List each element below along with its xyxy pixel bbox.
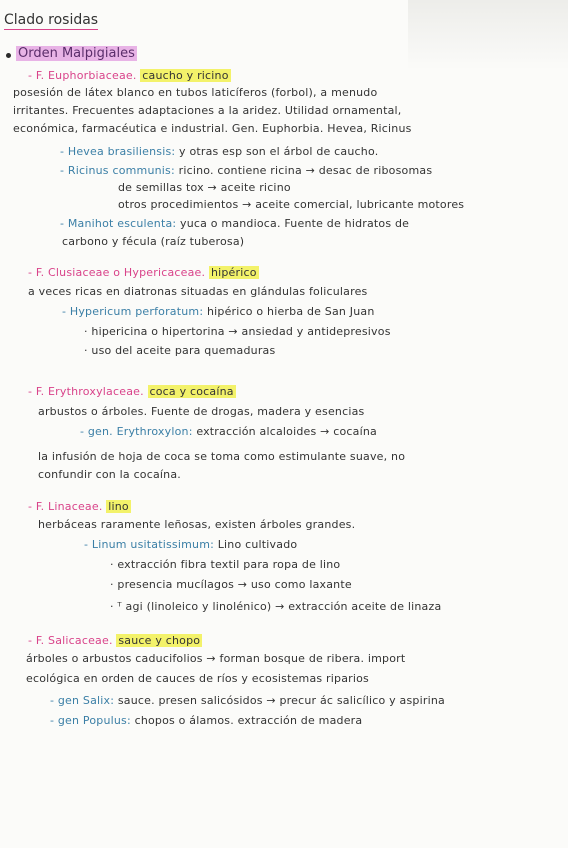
- show-through-text: [408, 0, 568, 70]
- euphorbiaceae-heading: [28, 69, 231, 83]
- populus-line: [50, 714, 362, 728]
- text-line: ecológica en orden de cauces de ríos y ecosistemas riparios: [26, 672, 369, 685]
- text-line: económica, farmacéutica e industrial. Gen. Euphorbia. Hevea, Ricinus: [13, 122, 412, 135]
- species-text: sauce. presen salicósidos → precur ác salicílico y aspirina: [117, 694, 445, 707]
- species-text: y otras esp son el árbol de caucho.: [179, 145, 379, 158]
- species-name: - Linum usitatissimum:: [84, 538, 215, 551]
- text-line: confundir con la cocaína.: [38, 468, 181, 481]
- text-line: · ᵀ agi (linoleico y linolénico) → extracción aceite de linaza: [110, 600, 442, 613]
- species-text: chopos o álamos. extracción de madera: [134, 714, 363, 727]
- family-name: - F. Linaceae.: [28, 500, 103, 513]
- salicaceae-heading: [28, 634, 202, 648]
- species-text: yuca o mandioca. Fuente de hidratos de: [180, 217, 410, 230]
- family-tag: sauce y chopo: [118, 634, 201, 647]
- species-name: - gen Salix:: [50, 694, 115, 707]
- erythroxylaceae-heading: [28, 385, 236, 399]
- text-line: de semillas tox → aceite ricino: [118, 181, 291, 194]
- bullet-dot: [6, 53, 11, 58]
- hypericum-line: [62, 305, 375, 319]
- family-tag: coca y cocaína: [149, 385, 234, 398]
- species-text: Lino cultivado: [217, 538, 298, 551]
- hevea-line: [60, 145, 378, 159]
- orden-heading: [16, 46, 137, 61]
- text-line: herbáceas raramente leñosas, existen árboles grandes.: [38, 518, 356, 531]
- species-text: ricino. contiene ricina → desac de ribosomas: [178, 164, 433, 177]
- species-name: - gen. Erythroxylon:: [80, 425, 193, 438]
- species-text: hipérico o hierba de San Juan: [206, 305, 375, 318]
- text-line: posesión de látex blanco en tubos laticíferos (forbol), a menudo: [13, 86, 378, 99]
- species-name: - Hevea brasiliensis:: [60, 145, 176, 158]
- family-name: - F. Euphorbiaceae.: [28, 69, 137, 82]
- text-line: · hipericina o hipertorina → ansiedad y antidepresivos: [84, 325, 391, 338]
- salix-line: [50, 694, 445, 708]
- text-line: · extracción fibra textil para ropa de lino: [110, 558, 341, 571]
- text-line: carbono y fécula (raíz tuberosa): [62, 235, 245, 248]
- species-text: extracción alcaloides → cocaína: [196, 425, 377, 438]
- species-name: - Manihot esculenta:: [60, 217, 177, 230]
- page-title: Clado rosidas: [4, 12, 99, 28]
- linaceae-heading: [28, 500, 131, 514]
- text-line: · presencia mucílagos → uso como laxante: [110, 578, 352, 591]
- family-tag: hipérico: [210, 266, 257, 279]
- clusiaceae-heading: [28, 266, 259, 280]
- erythroxylon-line: [80, 425, 377, 439]
- family-tag: lino: [108, 500, 129, 513]
- text-line: árboles o arbustos caducifolios → forman bosque de ribera. import: [26, 652, 406, 665]
- text-line: a veces ricas en diatronas situadas en glándulas foliculares: [28, 285, 368, 298]
- orden-label: Orden Malpigiales: [18, 46, 135, 61]
- text-line: la infusión de hoja de coca se toma como estimulante suave, no: [38, 450, 406, 463]
- ricinus-line: [60, 164, 432, 178]
- text-line: · uso del aceite para quemaduras: [84, 344, 276, 357]
- manihot-line: [60, 217, 409, 231]
- species-name: - Ricinus communis:: [60, 164, 175, 177]
- family-tag: caucho y ricino: [142, 69, 229, 82]
- family-name: - F. Erythroxylaceae.: [28, 385, 144, 398]
- family-name: - F. Salicaceae.: [28, 634, 113, 647]
- family-name: - F. Clusiaceae o Hypericaceae.: [28, 266, 206, 279]
- species-name: - gen Populus:: [50, 714, 131, 727]
- text-line: otros procedimientos → aceite comercial, lubricante motores: [118, 198, 465, 211]
- text-line: irritantes. Frecuentes adaptaciones a la aridez. Utilidad ornamental,: [13, 104, 402, 117]
- species-name: - Hypericum perforatum:: [62, 305, 204, 318]
- linum-line: [84, 538, 297, 552]
- text-line: arbustos o árboles. Fuente de drogas, madera y esencias: [38, 405, 365, 418]
